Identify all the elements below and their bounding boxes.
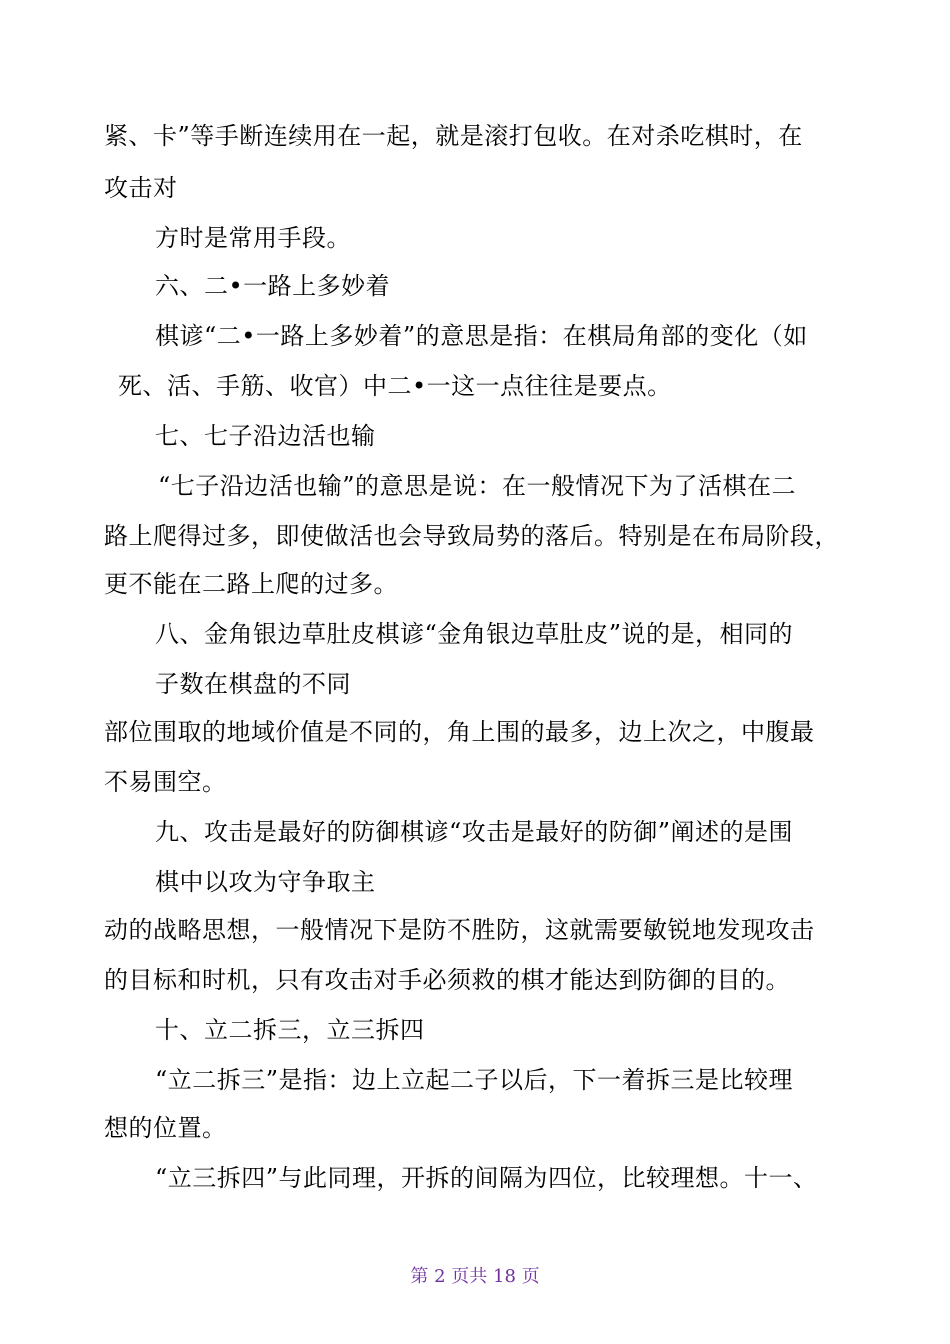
paragraph-line: 不易围空。 [104, 768, 227, 796]
section-heading: 八、金角银边草肚皮棋谚“金角银边草肚皮”说的是，相同的 [155, 620, 794, 648]
section-heading: 六、二•一路上多妙着 [155, 272, 391, 300]
paragraph-line: “立二拆三”是指：边上立起二子以后，下一着拆三是比较理 [155, 1066, 794, 1094]
paragraph-line: 动的战略思想，一般情况下是防不胜防，这就需要敏锐地发现攻击 [104, 916, 815, 944]
paragraph-line: 路上爬得过多，即使做活也会导致局势的落后。特别是在布局阶段， [104, 522, 839, 550]
paragraph-line: 更不能在二路上爬的过多。 [104, 570, 398, 598]
section-heading: 十、立二拆三，立三拆四 [155, 1016, 425, 1044]
paragraph-line: 棋谚“二•一路上多妙着”的意思是指：在棋局角部的变化（如 [155, 322, 808, 350]
section-heading: 七、七子沿边活也输 [155, 422, 376, 450]
paragraph-line: 的目标和时机，只有攻击对手必须救的棋才能达到防御的目的。 [104, 966, 790, 994]
paragraph-line: 部位围取的地域价值是不同的，角上围的最多，边上次之，中腹最 [104, 718, 815, 746]
paragraph-line: 方时是常用手段。 [155, 224, 351, 252]
paragraph-line: 死、活、手筋、收官）中二•一这一点往往是要点。 [118, 372, 672, 400]
paragraph-line: 子数在棋盘的不同 [155, 670, 351, 698]
paragraph-line: “七子沿边活也输”的意思是说：在一般情况下为了活棋在二 [158, 472, 797, 500]
page-number-footer: 第 2 页共 18 页 [410, 1266, 540, 1287]
paragraph-line: 棋中以攻为守争取主 [155, 868, 376, 896]
paragraph-line: 紧、卡”等手断连续用在一起，就是滚打包收。在对杀吃棋时，在 [104, 122, 803, 150]
paragraph-line: “立三拆四”与此同理，开拆的间隔为四位，比较理想。十一、 [155, 1164, 818, 1192]
paragraph-line: 攻击对 [104, 174, 178, 202]
section-heading: 九、攻击是最好的防御棋谚“攻击是最好的防御”阐述的是围 [155, 818, 794, 846]
paragraph-line: 想的位置。 [104, 1114, 227, 1142]
